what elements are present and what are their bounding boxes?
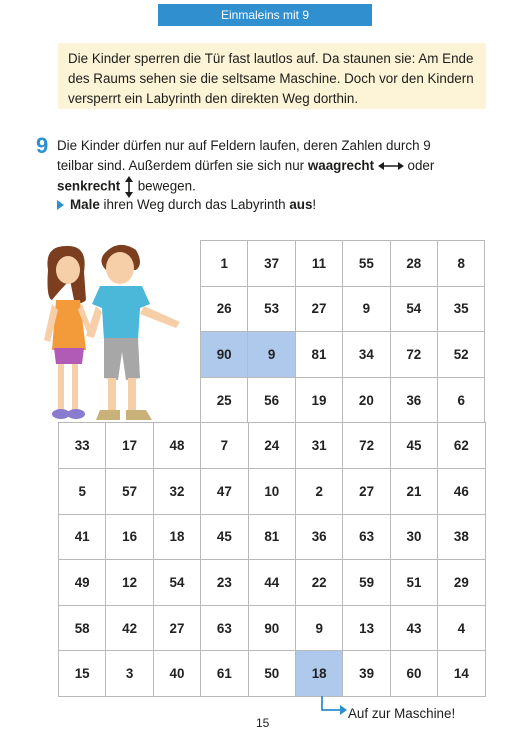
exit-arrow-icon [319,696,347,718]
maze-cell[interactable]: 56 [247,377,295,424]
maze-cell[interactable]: 11 [295,240,343,287]
task-horizontal-word: waagrecht [307,158,375,173]
maze-cell[interactable]: 54 [390,286,438,333]
maze-cell[interactable]: 1 [200,240,248,287]
maze-cell[interactable]: 60 [390,650,438,697]
maze-cell[interactable]: 22 [295,559,343,606]
maze-cell[interactable]: 3 [105,650,153,697]
maze-cell[interactable]: 37 [247,240,295,287]
story-box [58,43,486,109]
maze-cell[interactable]: 62 [437,422,485,469]
maze-cell[interactable]: 33 [58,422,106,469]
chapter-header [158,4,372,26]
task-line3-b: bewegen. [134,178,196,194]
maze-cell[interactable]: 72 [390,331,438,378]
maze-cell[interactable]: 29 [437,559,485,606]
page-number: 15 [256,716,270,730]
maze-cell[interactable]: 8 [437,240,485,287]
maze-cell[interactable]: 40 [153,650,201,697]
maze-cell[interactable]: 18 [295,650,343,697]
instruction-mid: ihren Weg durch das Labyrinth [99,197,290,212]
maze-cell[interactable]: 42 [105,605,153,652]
maze-cell[interactable]: 21 [390,468,438,515]
maze-cell[interactable]: 34 [342,331,390,378]
maze-cell[interactable]: 27 [153,605,201,652]
maze-cell[interactable]: 47 [200,468,248,515]
maze-cell[interactable]: 81 [248,514,296,561]
maze-cell[interactable]: 7 [200,422,248,469]
maze-cell[interactable]: 32 [153,468,201,515]
maze-cell[interactable]: 30 [390,514,438,561]
maze-cell[interactable]: 57 [105,468,153,515]
maze-cell[interactable]: 9 [295,605,343,652]
maze-cell[interactable]: 9 [342,286,390,333]
maze-cell[interactable]: 5 [58,468,106,515]
children-illustration [40,240,190,425]
maze-cell[interactable]: 81 [295,331,343,378]
maze-cell[interactable]: 41 [58,514,106,561]
maze-cell[interactable]: 52 [437,331,485,378]
maze-cell[interactable]: 44 [248,559,296,606]
maze-cell[interactable]: 17 [105,422,153,469]
task-text [57,136,487,198]
maze-cell[interactable]: 59 [342,559,390,606]
exit-label: Auf zur Maschine! [348,706,456,721]
maze-cell[interactable]: 36 [390,377,438,424]
maze-cell[interactable]: 9 [247,331,295,378]
task-line1: Die Kinder dürfen nur auf Feldern laufen, deren Zahlen durch 9 [57,138,431,153]
maze-cell[interactable]: 19 [295,377,343,424]
task-number: 9 [36,133,49,158]
maze-cell[interactable]: 16 [105,514,153,561]
maze-cell[interactable]: 39 [342,650,390,697]
maze-cell[interactable]: 45 [200,514,248,561]
maze-cell[interactable]: 18 [153,514,201,561]
maze-cell[interactable]: 45 [390,422,438,469]
maze-cell[interactable]: 46 [437,468,485,515]
maze-cell[interactable]: 23 [200,559,248,606]
bullet-triangle-icon [57,200,64,210]
maze-cell[interactable]: 27 [342,468,390,515]
maze-cell[interactable]: 48 [153,422,201,469]
task-line2-b: oder [403,158,435,173]
maze-cell[interactable]: 51 [390,559,438,606]
maze-cell[interactable]: 28 [390,240,438,287]
maze-cell[interactable]: 20 [342,377,390,424]
maze-cell[interactable]: 36 [295,514,343,561]
maze-cell[interactable]: 4 [437,605,485,652]
maze-cell[interactable]: 24 [248,422,296,469]
maze-cell[interactable]: 26 [200,286,248,333]
story-text: Die Kinder sperren die Tür fast lautlos auf. Da staunen sie: Am Ende des Raums sehen sie die seltsame Maschine. Doch vor den Kindern versperrt ein Labyrinth den direkten Weg dorthin. [68,51,474,106]
maze-cell[interactable]: 90 [200,331,248,378]
maze-cell[interactable]: 55 [342,240,390,287]
maze-cell[interactable]: 49 [58,559,106,606]
maze-cell[interactable]: 35 [437,286,485,333]
maze-cell[interactable]: 25 [200,377,248,424]
maze-cell[interactable]: 13 [342,605,390,652]
maze-cell[interactable]: 2 [295,468,343,515]
maze-cell[interactable]: 63 [342,514,390,561]
maze-cell[interactable]: 43 [390,605,438,652]
instruction-end: ! [312,197,317,212]
maze-cell[interactable]: 38 [437,514,485,561]
maze-cell[interactable]: 50 [248,650,296,697]
maze-cell[interactable]: 15 [58,650,106,697]
instruction-bold-1: Male [70,197,100,212]
maze-cell[interactable]: 63 [200,605,248,652]
maze-cell[interactable]: 27 [295,286,343,333]
maze-cell[interactable]: 61 [200,650,248,697]
task-line2-a: teilbar sind. Außerdem dürfen sie sich nur [57,158,308,173]
task-vertical-word: senkrecht [57,178,121,194]
maze-cell[interactable]: 6 [437,377,485,424]
maze-cell[interactable]: 53 [247,286,295,333]
instruction-bold-2: aus [289,197,313,212]
horizontal-arrow-icon [378,161,404,171]
maze-cell[interactable]: 10 [248,468,296,515]
maze-cell[interactable]: 14 [437,650,485,697]
maze-cell[interactable]: 58 [58,605,106,652]
maze-cell[interactable]: 72 [342,422,390,469]
instruction [57,195,316,215]
maze-cell[interactable]: 31 [295,422,343,469]
chapter-title: Einmaleins mit 9 [220,8,310,22]
maze-cell[interactable]: 54 [153,559,201,606]
maze-cell[interactable]: 12 [105,559,153,606]
maze-cell[interactable]: 90 [248,605,296,652]
